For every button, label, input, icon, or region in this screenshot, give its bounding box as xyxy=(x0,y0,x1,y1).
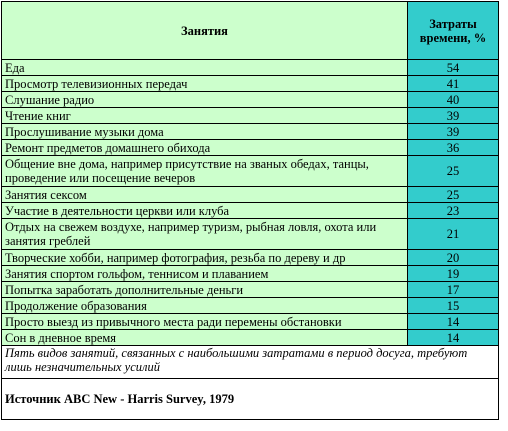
time-cost-cell: 41 xyxy=(408,76,499,92)
activity-cell: Продолжение образования xyxy=(2,298,408,314)
activity-cell: Занятия спортом гольфом, теннисом и плаванием xyxy=(2,266,408,282)
time-cost-cell: 39 xyxy=(408,124,499,140)
activity-cell: Просмотр телевизионных передач xyxy=(2,76,408,92)
time-cost-cell: 14 xyxy=(408,314,499,330)
table-row xyxy=(2,76,499,92)
leisure-table-container xyxy=(1,1,498,420)
table-body xyxy=(2,2,499,420)
time-cost-cell: 40 xyxy=(408,92,499,108)
time-cost-cell: 23 xyxy=(408,203,499,219)
table-row xyxy=(2,314,499,330)
table-row xyxy=(2,60,499,76)
activity-cell: Слушание радио xyxy=(2,92,408,108)
activity-cell: Сон в дневное время xyxy=(2,330,408,346)
activity-cell: Участие в деятельности церкви или клуба xyxy=(2,203,408,219)
time-cost-cell: 20 xyxy=(408,250,499,266)
time-cost-cell: 19 xyxy=(408,266,499,282)
table-row xyxy=(2,282,499,298)
time-cost-cell: 25 xyxy=(408,156,499,187)
activity-cell: Занятия сексом xyxy=(2,187,408,203)
leisure-time-table xyxy=(1,1,499,420)
table-row xyxy=(2,140,499,156)
time-cost-cell: 15 xyxy=(408,298,499,314)
table-row xyxy=(2,266,499,282)
table-row xyxy=(2,298,499,314)
table-row xyxy=(2,250,499,266)
activity-cell: Попытка заработать дополнительные деньги xyxy=(2,282,408,298)
header-activity: Занятия xyxy=(2,2,408,60)
table-row xyxy=(2,187,499,203)
activity-cell: Чтение книг xyxy=(2,108,408,124)
table-note: Пять видов занятий, связанных с наибольшими затратами в период досуга, требуют лишь незначительных усилий xyxy=(2,346,499,379)
time-cost-cell: 36 xyxy=(408,140,499,156)
table-row xyxy=(2,108,499,124)
header-time-cost: Затраты времени, % xyxy=(408,2,499,60)
activity-cell: Прослушивание музыки дома xyxy=(2,124,408,140)
table-row xyxy=(2,156,499,187)
activity-cell: Отдых на свежем воздухе, например туризм, рыбная ловля, охота или занятия греблей xyxy=(2,219,408,250)
time-cost-cell: 14 xyxy=(408,330,499,346)
table-row xyxy=(2,124,499,140)
time-cost-cell: 25 xyxy=(408,187,499,203)
table-row xyxy=(2,219,499,250)
time-cost-cell: 39 xyxy=(408,108,499,124)
activity-cell: Еда xyxy=(2,60,408,76)
table-source: Источник ABC New - Harris Survey, 1979 xyxy=(2,379,499,420)
activity-cell: Общение вне дома, например присутствие на званых обедах, танцы, проведение или посещение вечеров xyxy=(2,156,408,187)
table-row xyxy=(2,330,499,346)
time-cost-cell: 54 xyxy=(408,60,499,76)
header-row xyxy=(2,2,499,60)
table-row xyxy=(2,203,499,219)
activity-cell: Просто выезд из привычного места ради перемены обстановки xyxy=(2,314,408,330)
table-row xyxy=(2,92,499,108)
activity-cell: Творческие хобби, например фотография, резьба по дереву и др xyxy=(2,250,408,266)
activity-cell: Ремонт предметов домашнего обихода xyxy=(2,140,408,156)
note-row xyxy=(2,346,499,379)
time-cost-cell: 21 xyxy=(408,219,499,250)
source-row xyxy=(2,379,499,420)
time-cost-cell: 17 xyxy=(408,282,499,298)
